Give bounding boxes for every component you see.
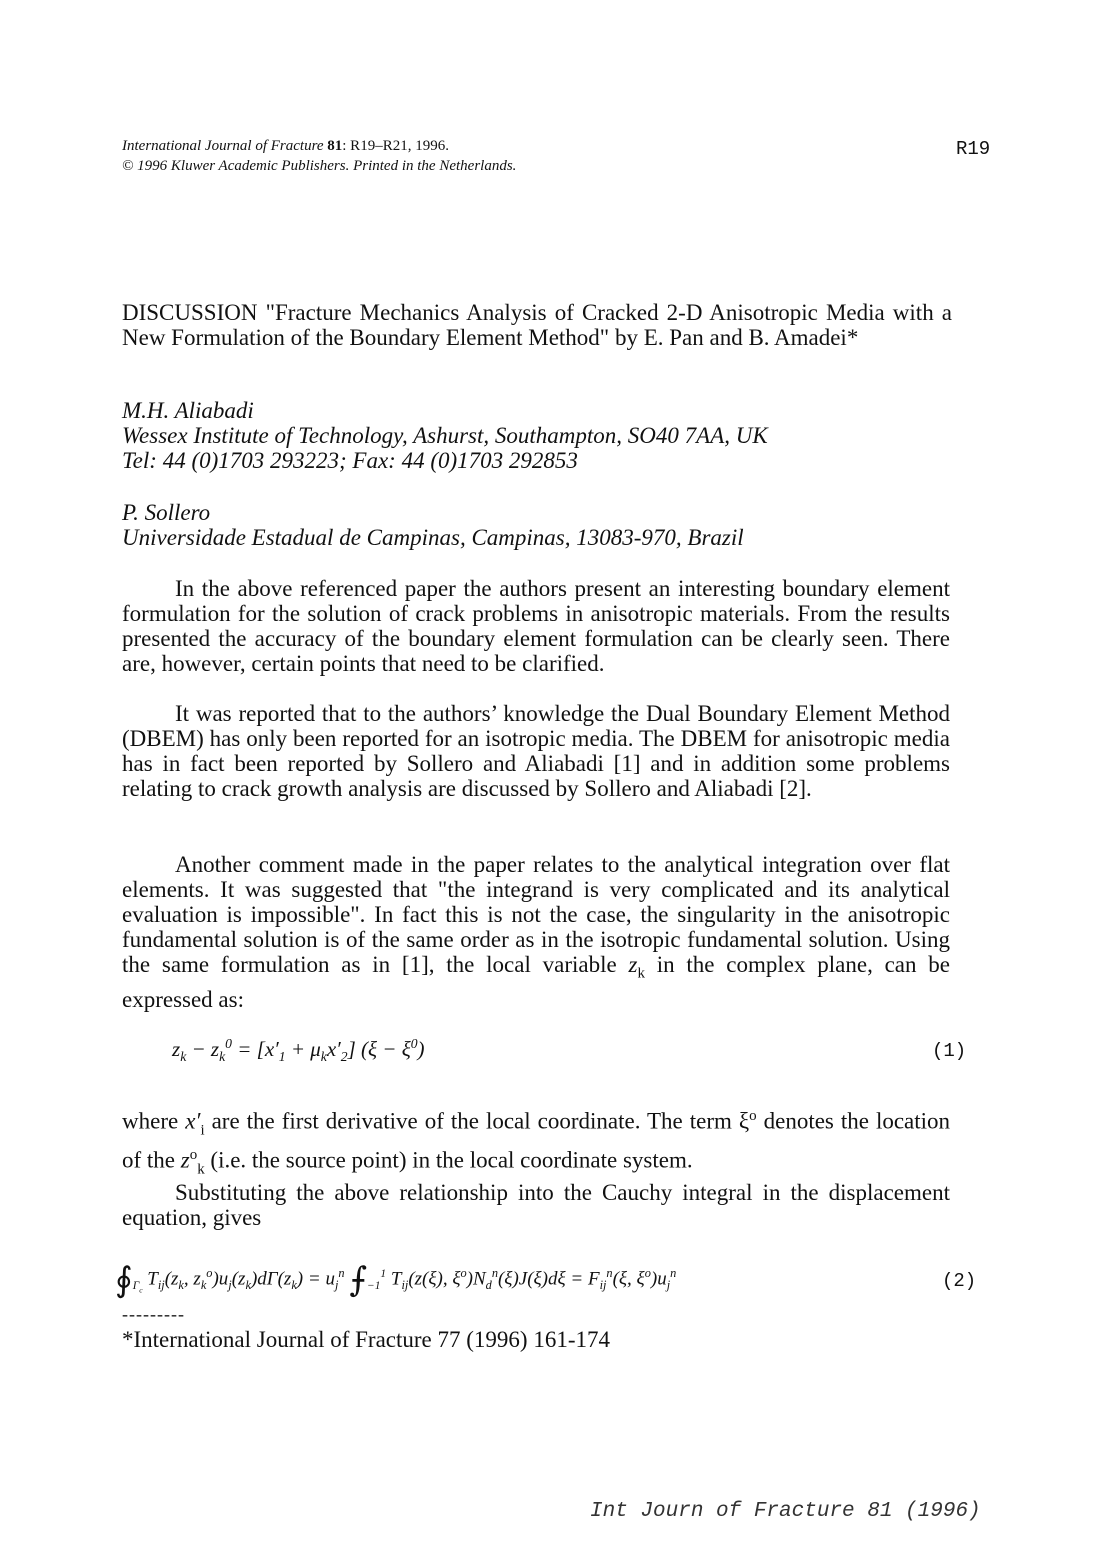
- author-name: M.H. Aliabadi: [122, 398, 254, 423]
- paragraph-3-text: Another comment made in the paper relates to the analytical integration over flat elements. It was suggested that "the integrand is very complicated and its analytical evaluation is impossible". In fact this is not the case, the singularity in the anisotropic fundamental solution is of the same order as in the isotropic fundamental solution. Using the same formulation as in [1], the local variable: [122, 852, 950, 977]
- paragraph-1: In the above referenced paper the authors present an interesting boundary element formulation for the solution of crack problems in anisotropic materials. From the results presented the accuracy of the boundary element formulation can be clearly seen. There are, however, certain points that need to be clarified.: [122, 576, 950, 676]
- p4-b: are the first derivative of the local coordinate. The term ξ: [211, 1108, 750, 1134]
- paragraph-5: Substituting the above relationship into the Cauchy integral in the displacement equation, gives: [122, 1180, 950, 1230]
- paragraph-4: where $x'_i$ are the first derivative of the local coordinate. The term $\xi^o$ denotes the location of the $z^o_k$ (i.e. the source point) in the local coordinate system.: [122, 1108, 951, 1178]
- author-affiliation: Wessex Institute of Technology, Ashurst, Southampton, SO40 7AA, UK: [122, 423, 768, 448]
- journal-name: International Journal of Fracture: [122, 138, 324, 154]
- footnote-rule: ---------: [122, 1304, 185, 1324]
- author-contact: Tel: 44 (0)1703 293223; Fax: 44 (0)1703 292853: [122, 448, 578, 473]
- journal-pages: : R19–R21, 1996.: [342, 138, 449, 154]
- journal-header: [122, 136, 516, 176]
- footnote: *International Journal of Fracture 77 (1996) 161-174: [122, 1327, 610, 1352]
- equation-1: $z_k - z_k^0 = [x'_1 + \mu_kx'_2] (\xi - \xi^0)$: [172, 1036, 425, 1065]
- author-affiliation: Universidade Estadual de Campinas, Campinas, 13083-970, Brazil: [122, 525, 744, 550]
- page-footer: Int Journ of Fracture 81 (1996): [590, 1500, 981, 1523]
- author-block-1: [122, 398, 768, 473]
- author-block-2: [122, 500, 744, 550]
- paragraph-2: It was reported that to the authors’ knowledge the Dual Boundary Element Method (DBEM) has only been reported for an isotropic media. The DBEM for anisotropic media has in fact been reported by Sollero and Aliabadi [1] and in addition some problems relating to crack growth analysis are discussed by Sollero and Aliabadi [2].: [122, 701, 950, 801]
- p4-a: where: [122, 1108, 179, 1134]
- author-name: P. Sollero: [122, 500, 211, 525]
- p4-c: denotes the location of the: [122, 1108, 951, 1173]
- equation-2-number: (2): [942, 1270, 977, 1292]
- p4-d: (i.e. the source point) in the local coordinate system.: [210, 1147, 693, 1173]
- equation-1-number: (1): [932, 1040, 967, 1062]
- journal-volume: 81: [327, 138, 343, 154]
- copyright-line: © 1996 Kluwer Academic Publishers. Printed in the Netherlands.: [122, 158, 517, 174]
- paragraph-3: Another comment made in the paper relates to the analytical integration over flat elements. It was suggested that "the integrand is very complicated and its analytical evaluation is impossible". In fact this is not the case, the singularity in the anisotropic fundamental solution is of the same order as in the isotropic fundamental solution. Using the same formulation as in [1], the local variable $z_k$ in the complex plane, can be expressed as:: [122, 852, 951, 1012]
- paragraph-3-end: in the complex plane, can be expressed as:: [122, 952, 951, 1012]
- page-number: R19: [956, 138, 991, 160]
- equation-2: $∮_{\Gamma_c}$ $T_{ij}(z_k$, $z_k^o)u_j(z_k)d\Gamma(z_k) = u_j^n$ $⨍_{-1}^1$ $T_{ij}(z(\xi)$, $\xi^o)N_d^n(\xi)J(\xi)d\xi = F_{ij}^n(\xi$, $\xi^o)u_j^n$: [115, 1262, 677, 1299]
- article-title: DISCUSSION "Fracture Mechanics Analysis of Cracked 2-D Anisotropic Media with a New Formulation of the Boundary Element Method" by E. Pan and B. Amadei*: [122, 300, 952, 350]
